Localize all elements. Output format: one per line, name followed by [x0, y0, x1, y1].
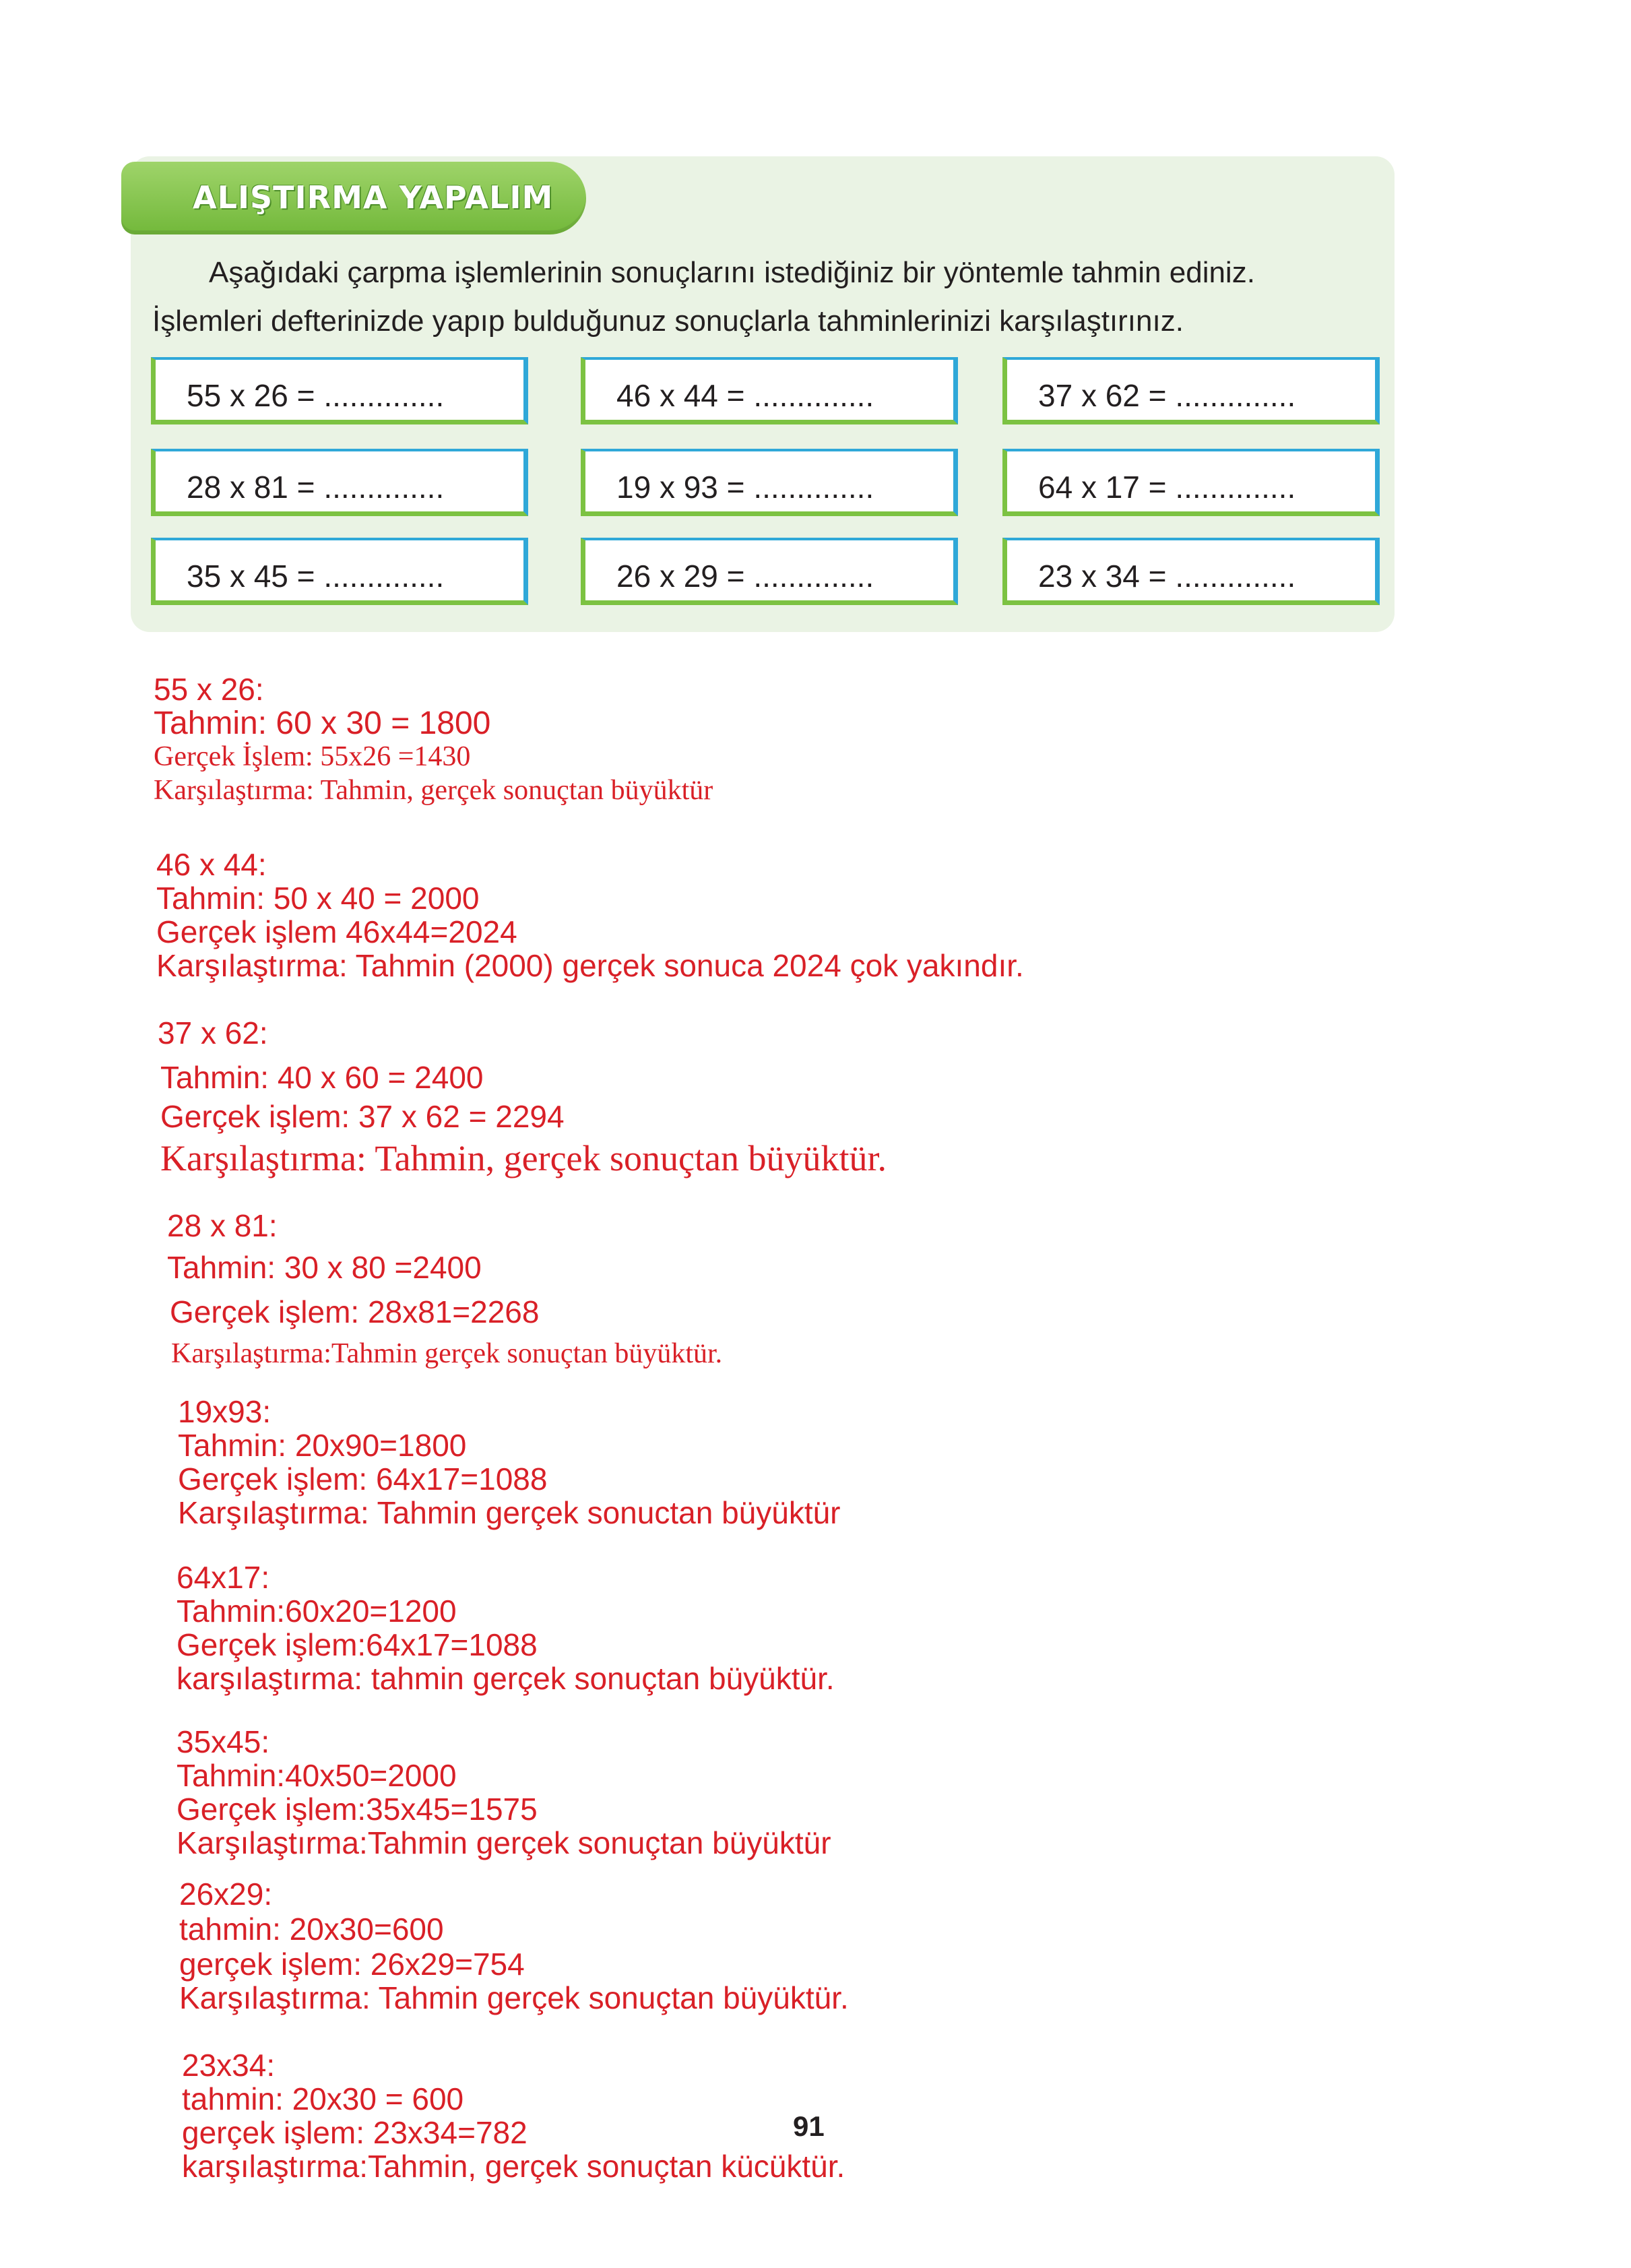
- answer-comparison: Karşılaştırma: Tahmin gerçek sonuctan büyüktür: [178, 1495, 841, 1530]
- problem-box: [581, 449, 958, 516]
- answer-estimate: Tahmin: 40 x 60 = 2400: [160, 1060, 484, 1095]
- answer-comparison: Karşılaştırma: Tahmin (2000) gerçek sonuca 2024 çok yakındır.: [156, 948, 1024, 983]
- answer-comparison: karşılaştırma:Tahmin, gerçek sonuçtan kücüktür.: [182, 2149, 845, 2184]
- problem-text: 26 x 29 = ..............: [616, 559, 874, 594]
- answer-estimate: Tahmin: 30 x 80 =2400: [167, 1250, 482, 1285]
- answer-heading: 35x45:: [177, 1724, 270, 1759]
- answer-actual: Gerçek işlem:64x17=1088: [177, 1627, 538, 1662]
- answer-comparison: Karşılaştırma: Tahmin, gerçek sonuçtan büyüktür.: [160, 1138, 887, 1178]
- problem-box: [581, 538, 958, 605]
- answer-actual: Gerçek işlem 46x44=2024: [156, 914, 517, 949]
- answer-estimate: Tahmin: 60 x 30 = 1800: [154, 705, 491, 741]
- answer-comparison: Karşılaştırma:Tahmin gerçek sonuçtan büyüktür: [177, 1825, 831, 1860]
- answer-estimate: Tahmin:40x50=2000: [177, 1758, 457, 1793]
- problem-box: [151, 538, 528, 605]
- problem-box: [151, 357, 528, 424]
- answer-actual: Gerçek işlem: 37 x 62 = 2294: [160, 1099, 565, 1134]
- problem-text: 55 x 26 = ..............: [187, 378, 445, 413]
- exercise-title: ALIŞTIRMA YAPALIM: [193, 179, 554, 216]
- problem-text: 35 x 45 = ..............: [187, 559, 445, 594]
- answer-comparison: Karşılaştırma: Tahmin, gerçek sonuçtan büyüktür: [154, 775, 713, 806]
- answer-heading: 19x93:: [178, 1394, 271, 1429]
- problem-text: 19 x 93 = ..............: [616, 470, 874, 505]
- problem-text: 64 x 17 = ..............: [1038, 470, 1296, 505]
- answer-estimate: Tahmin:60x20=1200: [177, 1594, 457, 1629]
- answer-heading: 37 x 62:: [158, 1015, 268, 1050]
- page-number: 91: [793, 2110, 825, 2142]
- instruction-line-1: Aşağıdaki çarpma işlemlerinin sonuçlarını istediğiniz bir yöntemle tahmin ediniz.: [209, 256, 1255, 289]
- answer-actual: Gerçek işlem: 28x81=2268: [170, 1294, 540, 1329]
- answer-heading: 46 x 44:: [156, 847, 267, 882]
- answer-actual: gerçek işlem: 26x29=754: [179, 1947, 525, 1982]
- answer-actual: Gerçek İşlem: 55x26 =1430: [154, 741, 471, 772]
- problem-box: [1002, 538, 1380, 605]
- problem-box: [581, 357, 958, 424]
- answer-comparison: Karşılaştırma:Tahmin gerçek sonuçtan büyüktür.: [171, 1338, 723, 1369]
- answer-actual: Gerçek işlem:35x45=1575: [177, 1792, 538, 1827]
- answer-estimate: Tahmin: 50 x 40 = 2000: [156, 881, 480, 916]
- answer-estimate: Tahmin: 20x90=1800: [178, 1428, 467, 1463]
- problem-text: 46 x 44 = ..............: [616, 378, 874, 413]
- answer-comparison: Karşılaştırma: Tahmin gerçek sonuçtan büyüktür.: [179, 1980, 849, 2015]
- problem-box: [1002, 357, 1380, 424]
- answer-actual: Gerçek işlem: 64x17=1088: [178, 1461, 548, 1497]
- answer-heading: 23x34:: [182, 2048, 276, 2083]
- answer-heading: 55 x 26:: [154, 672, 264, 707]
- problem-text: 37 x 62 = ..............: [1038, 378, 1296, 413]
- answer-comparison: karşılaştırma: tahmin gerçek sonuçtan büyüktür.: [177, 1661, 835, 1696]
- answer-actual: gerçek işlem: 23x34=782: [182, 2115, 527, 2150]
- answer-heading: 28 x 81:: [167, 1208, 278, 1243]
- answer-estimate: tahmin: 20x30=600: [179, 1912, 444, 1947]
- problem-box: [151, 449, 528, 516]
- problem-text: 23 x 34 = ..............: [1038, 559, 1296, 594]
- answer-estimate: tahmin: 20x30 = 600: [182, 2081, 464, 2116]
- answer-heading: 64x17:: [177, 1560, 270, 1595]
- instruction-line-2: İşlemleri defterinizde yapıp bulduğunuz sonuçlarla tahminlerinizi karşılaştırınız.: [152, 305, 1184, 338]
- problem-box: [1002, 449, 1380, 516]
- answer-heading: 26x29:: [179, 1877, 273, 1912]
- problem-text: 28 x 81 = ..............: [187, 470, 445, 505]
